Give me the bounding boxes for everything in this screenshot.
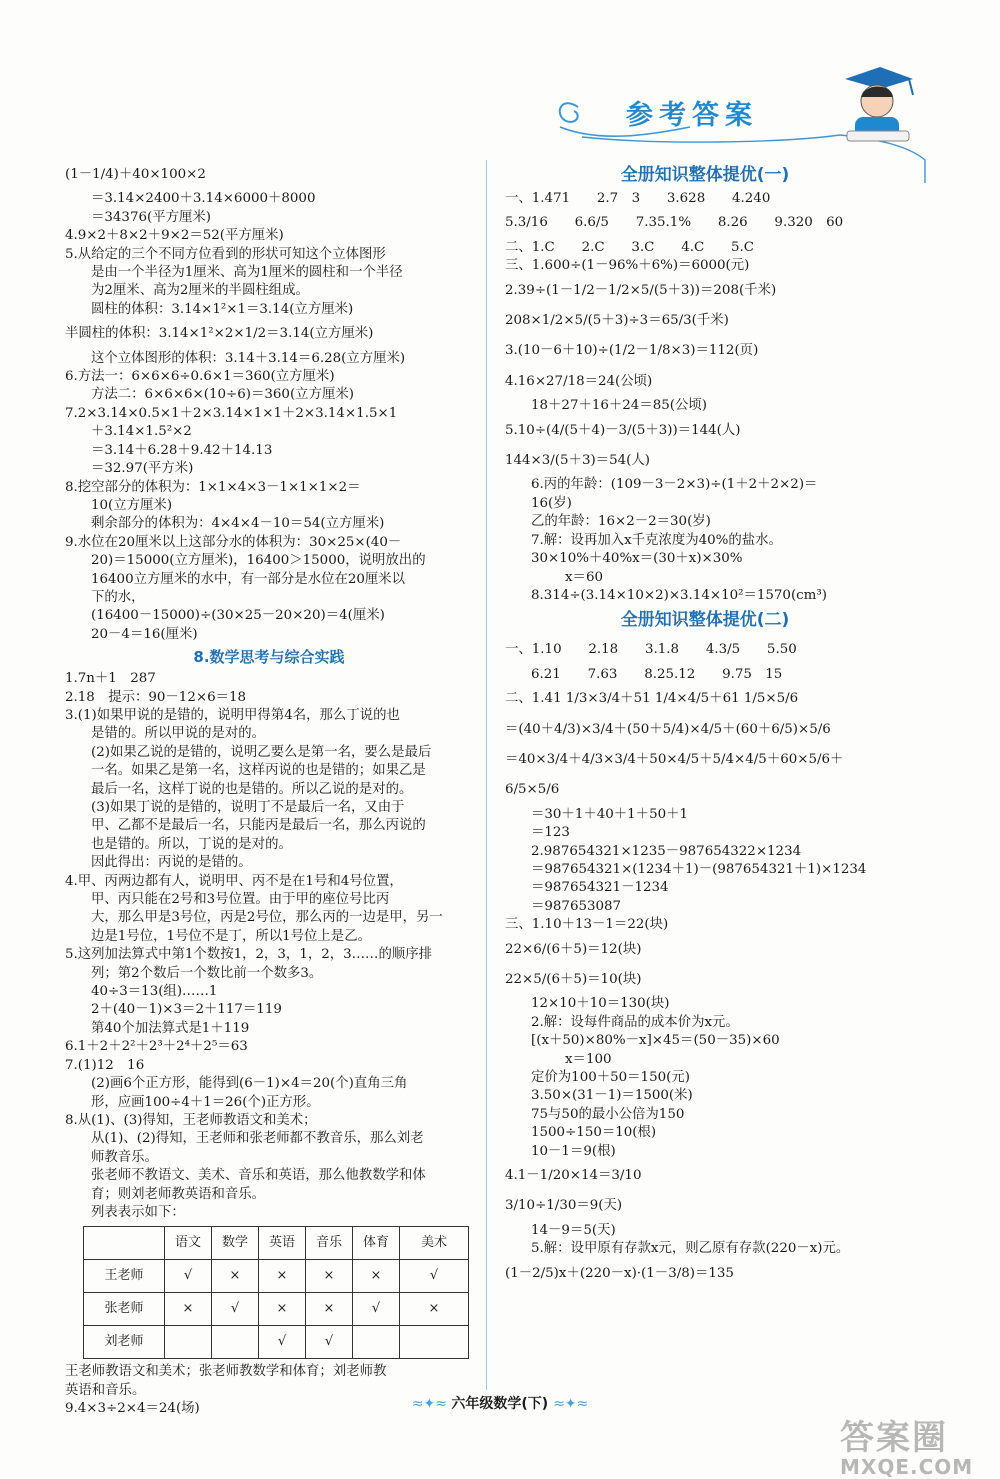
table-header-row [84, 1227, 469, 1260]
answer-line: 下的水， [91, 589, 145, 605]
answer-line: 第40个加法算式是1＋119 [91, 1020, 250, 1036]
answer-line: 5.3/16 6.6/5 7.35.1% 8.26 9.320 60 [505, 215, 844, 231]
table-cell: √ [353, 1293, 400, 1326]
table-cell: × [259, 1260, 306, 1293]
answer-line: 2.18 提示：90－12×6＝18 [65, 689, 247, 705]
answer-line: 也是错的。所以，丁说的是对的。 [91, 836, 292, 852]
answer-line: 5.10÷(4/(5＋4)－3/(5＋3))＝144(人) [505, 422, 741, 438]
section-title: 8.数学思考与综合实践 [193, 648, 345, 667]
answer-line: 王老师教语文和美术；张老师教数学和体育；刘老师教 [65, 1364, 387, 1380]
answer-line: 16400立方厘米的水中，有一部分是水位在20厘米以 [91, 571, 406, 587]
answer-line: 3/10÷1/30＝9(天) [505, 1198, 623, 1214]
answer-line: 1.7n＋1 287 [65, 671, 156, 687]
answer-line: 甲、乙都不是最后一名，只能丙是最后一名，那么丙说的 [91, 818, 426, 834]
table-header-cell: 英语 [259, 1227, 306, 1260]
answer-line: 二、1.41 1/3×3/4＋51 1/4×4/5＋61 1/5×5/6 [505, 691, 799, 707]
table-cell [353, 1326, 400, 1359]
table-cell [212, 1326, 259, 1359]
answer-line: ＝34376(平方厘米) [91, 209, 211, 225]
table-header-cell: 语文 [165, 1227, 212, 1260]
answer-line: ＝123 [531, 825, 570, 841]
watermark-text: 答案圈 [840, 1418, 948, 1458]
table-cell: × [259, 1293, 306, 1326]
answer-line: 7.解：设再加入x千克浓度为40%的盐水。 [531, 532, 782, 548]
answer-line: 方法二：6×6×6×(10÷6)＝360(立方厘米) [91, 387, 354, 403]
answer-line: ＝987654321×(1234＋1)－(987654321＋1)×1234 [531, 861, 867, 877]
table-cell: √ [212, 1293, 259, 1326]
answer-line: 14－9＝5(天) [531, 1222, 616, 1238]
answer-line: ＝3.14×2400＋3.14×6000＋8000 [91, 191, 316, 207]
answer-line: 为2厘米、高为2厘米的半圆柱组成。 [91, 283, 309, 299]
answer-line: 一、1.10 2.18 3.1.8 4.3/5 5.50 [505, 642, 797, 658]
answer-line: 二、1.C 2.C 3.C 4.C 5.C [505, 239, 755, 255]
answer-line: (3)如果丁说的是错的，说明丁不是最后一名，又由于 [91, 800, 405, 815]
answer-line: 10－1＝9(根) [531, 1143, 616, 1159]
answer-line: 2.解：设每件商品的成本价为x元。 [531, 1014, 739, 1030]
answer-line: 20)＝15000(立方厘米)，16400＞15000，说明放出的 [91, 553, 426, 569]
table-header-cell: 音乐 [306, 1227, 353, 1260]
table-cell [400, 1326, 469, 1359]
answer-line: 这个立体图形的体积：3.14＋3.14＝6.28(立方厘米) [91, 350, 406, 366]
answer-line: 6.丙的年龄：(109－3－2×3)÷(1＋2＋2×2)＝ [531, 477, 818, 493]
answer-line: 12×10＋10＝130(块) [531, 996, 670, 1012]
answer-line: 20－4＝16(厘米) [91, 626, 198, 642]
answer-line: 8.314÷(3.14×10×2)×3.14×10²＝1570(cm³) [531, 587, 827, 603]
answer-line: 2.39÷(1－1/2－1/2×5/(5＋3))＝208(千米) [505, 282, 777, 298]
answer-line: 6.1＋2＋2²＋2³＋2⁴＋2⁵＝63 [65, 1039, 248, 1055]
section-title: 全册知识整体提优(一) [620, 165, 790, 185]
answer-line: x＝100 [565, 1051, 612, 1067]
answer-line: ＋3.14×1.5²×2 [91, 424, 192, 440]
answer-line: 3.50×(31－1)＝1500(米) [531, 1088, 693, 1104]
answer-line: 英语和音乐。 [65, 1382, 146, 1398]
answer-line: 是由一个半径为1厘米、高为1厘米的圆柱和一个半径 [91, 265, 403, 281]
answer-line: 7.2×3.14×0.5×1＋2×3.14×1×1＋2×3.14×1.5×1 [65, 405, 398, 421]
table-cell: × [353, 1260, 400, 1293]
answer-line: ＝(40＋4/3)×3/4＋(50＋5/4)×4/5＋(60＋6/5)×5/6 [505, 721, 831, 737]
answer-line: 7.(1)12 16 [65, 1057, 145, 1073]
answer-line: 208×1/2×5/(5＋3)÷3＝65/3(千米) [505, 313, 729, 329]
answer-line: ＝3.14＋6.28＋9.42＋14.13 [91, 442, 273, 458]
header-title: 参考答案 [626, 100, 758, 131]
answer-line: ＝32.97(平方米) [91, 461, 194, 477]
answer-line: 22×5/(6＋5)＝10(块) [505, 972, 642, 987]
answer-line: 甲、丙只能在2号和3号位置。由于甲的座位号比丙 [91, 892, 390, 908]
answer-line: 乙的年龄：16×2－2＝30(岁) [531, 514, 711, 530]
answer-line: 边是1号位，1号位不是丁，所以1号位上是乙。 [91, 928, 371, 944]
answer-line: 1500÷150＝10(根) [531, 1125, 657, 1141]
answer-line: 9.水位在20厘米以上这部分水的体积为：30×25×(40－ [65, 534, 402, 550]
answer-line: 3.(1)如果甲说的是错的，说明甲得第4名，那么丁说的也 [65, 707, 400, 723]
answer-line: 16(岁) [531, 495, 572, 511]
section-title: 全册知识整体提优(二) [620, 610, 790, 631]
answer-line: 144×3/(5＋3)＝54(人) [505, 453, 650, 469]
answer-line: ＝987653087 [531, 898, 622, 914]
table-row-label: 王老师 [84, 1260, 165, 1293]
answer-line: 9.4×3÷2×4＝24(场) [65, 1401, 200, 1417]
answer-line: 三、1.10＋13－1＝22(块) [505, 917, 669, 933]
table-header-cell: 美术 [400, 1227, 469, 1260]
right-column [505, 160, 905, 1289]
answer-line: 一名。如果乙是第一名，这样丙说的也是错的；如果乙是 [91, 763, 426, 779]
answer-line: 4.9×2＋8×2＋9×2＝52(平方厘米) [65, 228, 284, 244]
answer-line: 4.1－1/20×14＝3/10 [505, 1168, 642, 1184]
answer-line: 张老师不教语文、美术、音乐和英语，那么他教数学和体 [91, 1168, 426, 1184]
left-column [65, 160, 473, 1419]
answer-line: 形，应画100÷4＋1＝26(个)正方形。 [91, 1094, 320, 1110]
table-row [84, 1260, 469, 1293]
answer-line: 半圆柱的体积：3.14×1²×2×1/2＝3.14(立方厘米) [65, 326, 374, 342]
table-row [84, 1326, 469, 1359]
table-row [84, 1293, 469, 1326]
answer-line: 师教音乐。 [91, 1149, 158, 1165]
table-row-label: 刘老师 [84, 1326, 165, 1359]
answer-line: 大，那么甲是3号位，丙是2号位，那么丙的一边是甲，另一 [91, 910, 443, 926]
answer-line: 5.解：设甲原有存款x元，则乙原有存款(220－x)元。 [531, 1241, 850, 1257]
answer-line: 40÷3＝13(组)……1 [91, 984, 218, 1000]
answer-line: x＝60 [565, 569, 603, 585]
table-cell: √ [400, 1260, 469, 1293]
answer-line: 列表表示如下： [91, 1204, 185, 1220]
answer-line: 6/5×5/6 [505, 782, 560, 798]
watermark-logo [840, 1410, 973, 1479]
teacher-subject-table [83, 1226, 469, 1359]
answer-line: 5.这列加法算式中第1个数按1，2，3，1，2，3……的顺序排 [65, 947, 433, 963]
answer-line: [(x＋50)×80%－x]×45＝(50－35)×60 [531, 1033, 780, 1049]
answer-line: 圆柱的体积：3.14×1²×1＝3.14(立方厘米) [91, 301, 354, 317]
footer-label: 六年级数学(下) [451, 1396, 549, 1412]
answer-line: (2)画6个正方形，能得到(6－1)×4＝20(个)直角三角 [91, 1076, 408, 1092]
answer-line: 三、1.600÷(1－96%＋6%)＝6000(元) [505, 258, 750, 274]
table-cell: × [306, 1293, 353, 1326]
answer-line: 6.21 7.63 8.25.12 9.75 15 [531, 666, 783, 682]
answer-line: 定价为100＋50＝150(元) [531, 1070, 690, 1086]
table-cell: × [165, 1293, 212, 1326]
answer-line: 10(立方厘米) [91, 497, 173, 513]
answer-line: 6.方法一：6×6×6÷0.6×1＝360(立方厘米) [65, 369, 335, 385]
answer-line: 2＋(40－1)×3＝2＋117＝119 [91, 1002, 282, 1018]
scholar-mascot-icon [825, 65, 925, 145]
answer-line: 75与50的最小公倍为150 [531, 1106, 685, 1122]
answer-line: 从(1)、(2)得知，王老师和张老师都不教音乐，那么刘老 [91, 1131, 424, 1147]
answer-line: 最后一名，这样丁说的也是错的。所以乙说的是对的。 [91, 781, 413, 797]
answer-line: (1－1/4)＋40×100×2 [65, 167, 206, 182]
answer-line: 30×10%＋40%x＝(30＋x)×30% [531, 551, 743, 567]
table-cell: √ [259, 1326, 306, 1359]
column-divider [486, 160, 487, 1390]
answer-line: ＝987654321－1234 [531, 880, 669, 896]
table-cell: √ [165, 1260, 212, 1293]
answer-line: 2.987654321×1235－987654322×1234 [531, 843, 802, 859]
table-cell: × [212, 1260, 259, 1293]
answer-line: 列；第2个数后一个数比前一个数多3。 [91, 965, 323, 981]
answer-line: 18＋27＋16＋24＝85(公顷) [531, 398, 707, 414]
answer-line: 剩余部分的体积为：4×4×4－10＝54(立方厘米) [91, 516, 385, 532]
answer-line: (1－2/5)x＋(220－x)·(1－3/8)＝135 [505, 1265, 734, 1281]
answer-line: ＝40×3/4＋4/3×3/4＋50×4/5＋5/4×4/5＋60×5/6＋ [505, 751, 844, 767]
answer-line: 育；则刘老师教英语和音乐。 [91, 1186, 266, 1202]
answer-line: 4.16×27/18＝24(公顷) [505, 373, 653, 389]
table-cell: × [306, 1260, 353, 1293]
table-cell: √ [306, 1326, 353, 1359]
table-cell [84, 1227, 165, 1260]
answer-line: 一、1.471 2.7 3 3.628 4.240 [505, 191, 771, 206]
answer-line: 是错的。所以甲说的是对的。 [91, 726, 266, 742]
answer-line: 22×6/(6＋5)＝12(块) [505, 941, 642, 957]
answer-line: 8.从(1)、(3)得知，王老师教语文和美术； [65, 1112, 317, 1128]
answer-line: (16400－15000)÷(30×25－20×20)＝4(厘米) [91, 608, 385, 624]
table-cell [165, 1326, 212, 1359]
answer-line: ＝30＋1＋40＋1＋50＋1 [531, 806, 689, 822]
answer-line: 8.挖空部分的体积为：1×1×4×3－1×1×1×2＝ [65, 479, 361, 495]
answer-line: 3.(10－6＋10)÷(1/2－1/8×3)＝112(页) [505, 343, 759, 359]
footer-ornament-icon: ≈✦≈ [553, 1396, 589, 1412]
table-row-label: 张老师 [84, 1293, 165, 1326]
answer-line: (2)如果乙说的是错的，说明乙要么是第一名，要么是最后 [91, 744, 432, 760]
answer-line: 因此得出：丙说的是错的。 [91, 855, 252, 871]
table-header-cell: 体育 [353, 1227, 400, 1260]
table-cell: × [400, 1293, 469, 1326]
answer-line: 4.甲、丙两边都有人，说明甲、丙不是在1号和4号位置， [65, 873, 403, 889]
footer-ornament-icon: ≈✦≈ [411, 1396, 452, 1412]
answer-line: 5.从给定的三个不同方位看到的形状可知这个立体图形 [65, 246, 386, 262]
watermark-url: MXQE.COM [840, 1455, 974, 1479]
table-header-cell: 数学 [212, 1227, 259, 1260]
